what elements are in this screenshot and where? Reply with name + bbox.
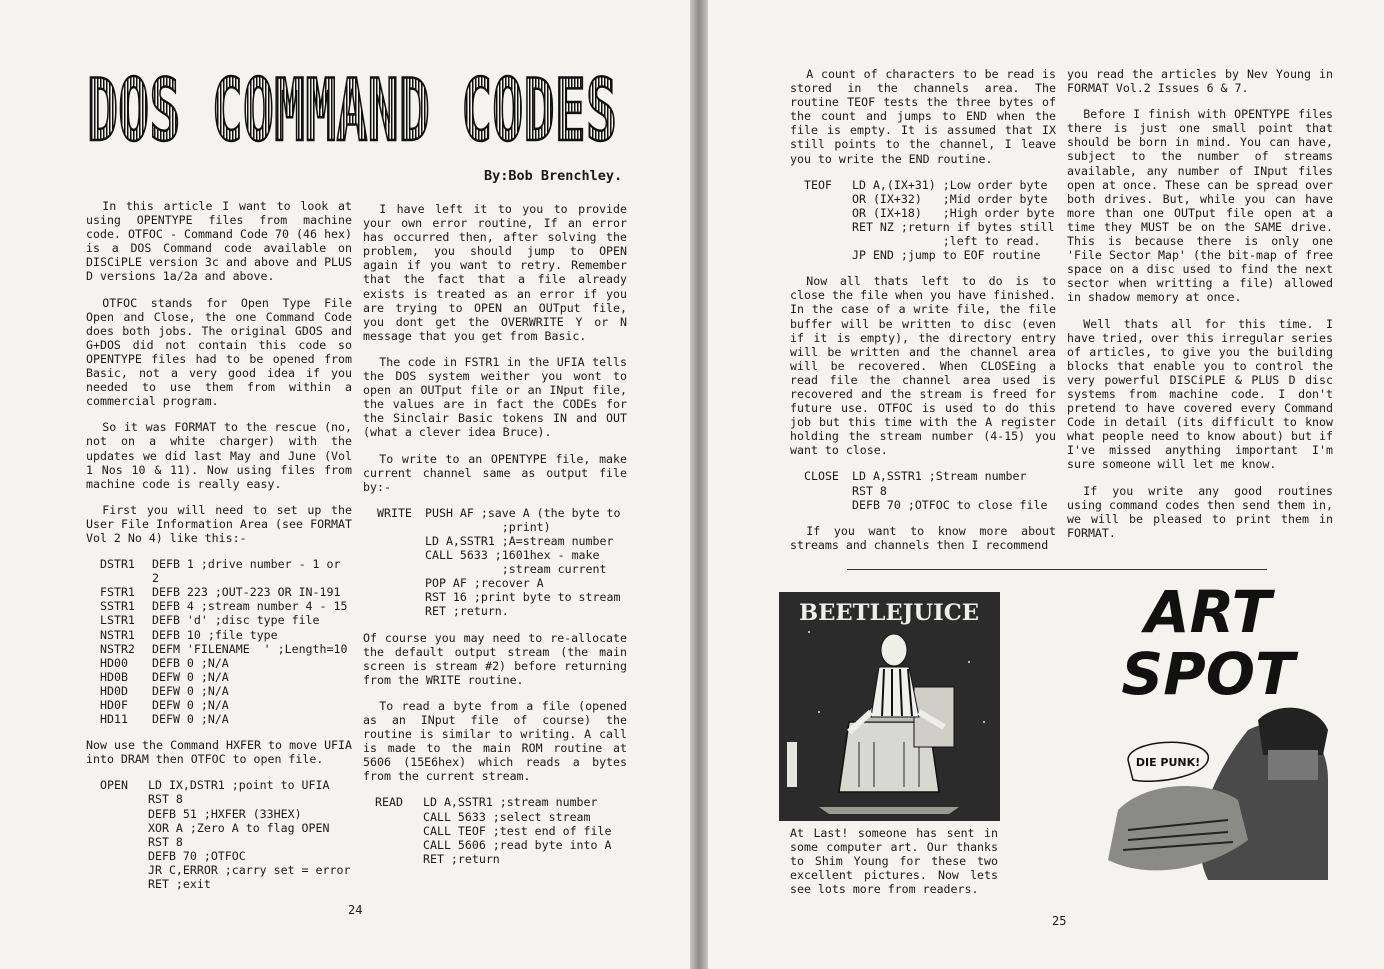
code-line [375,824,627,838]
code-instruction: LD A,SSTR1 ;A=stream number [425,533,614,548]
code-instruction: LD A,(IX+31) ;Low order byte [852,177,1048,192]
code-label: HD00 [100,655,128,670]
code-line [100,599,352,613]
code-instruction: RET NZ ;return if bytes still ;left to read. [852,219,1055,249]
code-line [804,248,1056,262]
code-line [100,698,352,712]
code-line [804,220,1056,248]
code-line [100,792,352,806]
code-label: WRITE [377,505,412,520]
paragraph: you read the articles by Nev Young in FORMAT Vol.2 Issues 6 & 7. [1067,67,1333,96]
code-instruction: RST 8 [852,483,887,498]
code-label [375,810,423,824]
code-label: SSTR1 [100,599,135,614]
code-label [100,835,148,849]
headline-art [82,70,622,150]
code-label [804,248,852,262]
code-instruction: LD A,SSTR1 ;stream number [423,795,598,810]
code-label: READ [375,795,403,810]
code-line [100,585,352,599]
code-instruction: OR (IX+18) ;High order byte [852,205,1055,220]
paragraph: Before I finish with OPENTYPE files there is just one small point that should be born in mind. You can have, subject to the number of streams available, any number of INput files open at once. These can be spread over both drives. But, while you can have more than one OUTput file open at a time they MUST be on the SAME drive. This is because there is only one 'File Sector Map' (the bit-map of free space on a disc used to find the next sector when writting a file) allowed in shadow memory at once. [1067,107,1333,305]
paragraph: Well thats all for this time. I have tried, over this irregular series of articles, to give you the building blocks that enable you to control the very powerful DISCiPLE & PLUS D disc systems from machine code. I don't pretend to have covered every Command Code in detail (its difficult to know what people need to know about) but if I've missed anything important I'm sure someone will let me know. [1067,316,1333,472]
art-spot-title: ART SPOT [1121,580,1295,708]
code-label: NSTR2 [100,641,135,656]
code-read [375,795,627,865]
paragraph: Now use the Command HXFER to move UFIA into DRAM then OTFOC to open file. [86,738,352,767]
code-label: TEOF [804,177,832,192]
code-line [100,835,352,849]
code-line [100,849,352,863]
beetlejuice-title: BEETLEJUICE [799,600,979,626]
code-label [375,838,423,852]
paragraph: To read a byte from a file (opened as an INput file of course) the routine is similar to writing. A call is made to the main ROM routine at 5606 (15E6hex) which reads a bytes from the current stream. [363,698,627,784]
headline-text: DOS COMMAND CODES [87,70,617,150]
right-column-1 [790,67,1056,564]
speech-bubble-text: DIE PUNK! [1135,756,1201,769]
code-label: LSTR1 [100,613,135,628]
code-instruction: DEFB 4 ;stream number 4 - 15 [152,599,348,614]
left-column-2 [363,202,627,878]
code-close [804,469,1056,511]
code-line [100,821,352,835]
code-line [804,484,1056,498]
code-instruction: DEFB 'd' ;disc type file [152,613,320,628]
code-instruction: DEFB 51 ;HXFER (33HEX) [148,806,302,821]
byline: By:Bob Brenchley. [484,168,623,184]
paragraph: OTFOC stands for Open Type File Open and Close, the one Command Code does both jobs. The original GDOS and G+DOS did not contain this code so OPENTYPE files had to be opened from Basic, not a very good idea if you needed to use them from within a commercial program. [86,295,352,409]
code-line [100,712,352,726]
code-label [100,877,148,891]
code-line [375,795,627,809]
code-label: DSTR1 [100,557,135,572]
code-line [100,557,352,585]
code-label [804,484,852,498]
code-instruction: DEFW 0 ;N/A [152,669,229,684]
paragraph: Of course you may need to re-allocate the default output stream (the main screen is stream #2) before returning from the WRITE routine. [363,630,627,687]
code-instruction: DEFM 'FILENAME ' ;Length=10 [152,641,348,656]
paragraph: So it was FORMAT to the rescue (no, not on a white charger) with the updates we did last May and June (Vol 1 Nos 10 & 11). Now using files from machine code is really easy. [86,420,352,491]
code-instruction: XOR A ;Zero A to flag OPEN [148,820,330,835]
code-label: HD11 [100,712,128,727]
code-line [375,810,627,824]
code-line [100,863,352,877]
code-label [377,534,425,548]
paragraph: If you write any good routines using command codes then send them in, we will be pleased to print them in FORMAT. [1067,483,1333,540]
paragraph: The code in FSTR1 in the UFIA tells the DOS system weither you wont to open an OUTput file or an INput file, the values are in fact the CODEs for the Sinclair Basic tokens IN and OUT (what a clever idea Bruce). [363,354,627,440]
code-label [100,821,148,835]
code-instruction: CALL TEOF ;test end of file [423,823,612,838]
page-number-left: 24 [348,903,363,917]
code-instruction: CALL 5633 ;1601hex - make ;stream current [425,548,607,577]
left-column-1 [86,199,352,903]
code-instruction: RST 16 ;print byte to stream [425,590,621,605]
code-line [375,852,627,866]
code-teof [804,178,1056,263]
art-caption: At Last! someone has sent in some computer art. Our thanks to Shim Young for these two excellent pictures. Now lets see lots more from readers. [790,826,998,896]
code-instruction: PUSH AF ;save A (the byte to ;print) [425,505,621,534]
code-label [804,220,852,248]
headline [82,70,622,150]
code-line [804,192,1056,206]
code-write [377,506,627,619]
code-line [804,206,1056,220]
code-line [377,506,627,534]
code-line [100,778,352,792]
code-instruction: DEFB 10 ;file type [152,627,278,642]
code-instruction: RST 8 [148,834,183,849]
code-instruction: CALL 5633 ;select stream [423,809,591,824]
code-instruction: RET ;exit [148,877,211,892]
code-instruction: OR (IX+32) ;Mid order byte [852,191,1048,206]
paragraph: If you want to know more about streams and channels then I recommend [790,523,1056,552]
code-label: HD0B [100,669,128,684]
code-label [804,192,852,206]
code-line [377,534,627,548]
code-line [377,548,627,576]
code-label [100,807,148,821]
code-label [377,548,425,576]
code-line [804,469,1056,483]
code-line [377,576,627,590]
code-instruction: RST 8 [148,792,183,807]
code-instruction: DEFW 0 ;N/A [152,698,229,712]
binding-gutter [690,0,708,969]
code-label: FSTR1 [100,585,135,600]
code-label: HD0D [100,683,128,698]
code-line [375,838,627,852]
code-instruction: RET ;return [423,851,500,866]
code-line [100,684,352,698]
code-instruction: DEFB 0 ;N/A [152,655,229,670]
code-label [100,863,148,877]
code-line [100,877,352,891]
beetlejuice-picture [779,592,1000,821]
code-label [377,604,425,618]
section-divider [847,569,1267,570]
code-instruction: DEFB 70 ;OTFOC to close file [852,497,1048,512]
code-instruction: JR C,ERROR ;carry set = error [148,862,351,877]
code-label: NSTR1 [100,627,135,642]
code-label [377,590,425,604]
code-label [804,498,852,512]
code-instruction: DEFB 1 ;drive number - 1 or 2 [152,557,348,586]
code-line [377,604,627,618]
paragraph: Now all thats left to do is to close the file when you have finished. In the case of a write file, the file buffer will be written to disc (even if it is empty), the directory entry will be written and the channel area will be recovered. When CLOSEing a read file the channel area used is recovered and the stream is freed for future use. OTFOC is used to do this job but this time with the A register holding the stream number (4-15) you want to close. [790,274,1056,458]
code-label: OPEN [100,778,128,793]
art-spot-art [1088,580,1338,900]
art-spot-picture [1088,580,1338,900]
code-line [100,628,352,642]
code-instruction: DEFB 70 ;OTFOC [148,848,246,863]
code-line [100,613,352,627]
code-instruction: DEFW 0 ;N/A [152,683,229,698]
code-line [100,670,352,684]
paragraph: I have left it to you to provide your own error routine, If an error has occurred then, after solving the problem, you should jump to OPEN again if you want to retry. Remember that the fact that a file already exists is treated as an error if you are trying to OPEN an OUTput file, you dont get the OVERWRITE Y or N message that you get from Basic. [363,202,627,343]
code-instruction: DEFW 0 ;N/A [152,712,229,727]
beetlejuice-art [779,592,1000,821]
code-line [100,642,352,656]
code-label [377,576,425,590]
code-label [100,849,148,863]
code-open [100,778,352,891]
code-instruction: DEFB 223 ;OUT-223 OR IN-191 [152,585,341,600]
code-line [804,178,1056,192]
code-label: HD0F [100,698,128,712]
paragraph: A count of characters to be read is stored in the channels area. The routine TEOF tests the three bytes of the count and jumps to END when the file is empty. It is assumed that IX still points to the channel, I leave you to write the END routine. [790,67,1056,166]
code-label [375,852,423,866]
paragraph: First you will need to set up the User File Information Area (see FORMAT Vol 2 No 4) like this:- [86,502,352,545]
right-column-2 [1067,67,1333,552]
code-instruction: POP AF ;recover A [425,576,544,591]
page-number-right: 25 [1052,914,1067,928]
code-instruction: JP END ;jump to EOF routine [852,248,1041,263]
code-line [100,807,352,821]
paragraph: In this article I want to look at using OPENTYPE files from machine code. OTFOC - Command Code 70 (46 hex) is a DOS Command code available on DISCiPLE version 3c and above and PLUS D versions 1a/2a and above. [86,199,352,284]
code-label [375,824,423,838]
code-line [377,590,627,604]
code-line [100,656,352,670]
code-ufia [100,557,352,726]
code-instruction: LD IX,DSTR1 ;point to UFIA [148,778,330,793]
code-line [804,498,1056,512]
code-label [100,792,148,806]
left-page [0,0,690,969]
code-label: CLOSE [804,469,839,484]
paragraph: To write to an OPENTYPE file, make current channel same as output file by:- [363,451,627,494]
code-instruction: LD A,SSTR1 ;Stream number [852,469,1027,484]
code-instruction: RET ;return. [425,604,509,619]
code-label [804,206,852,220]
code-instruction: CALL 5606 ;read byte into A [423,837,612,852]
